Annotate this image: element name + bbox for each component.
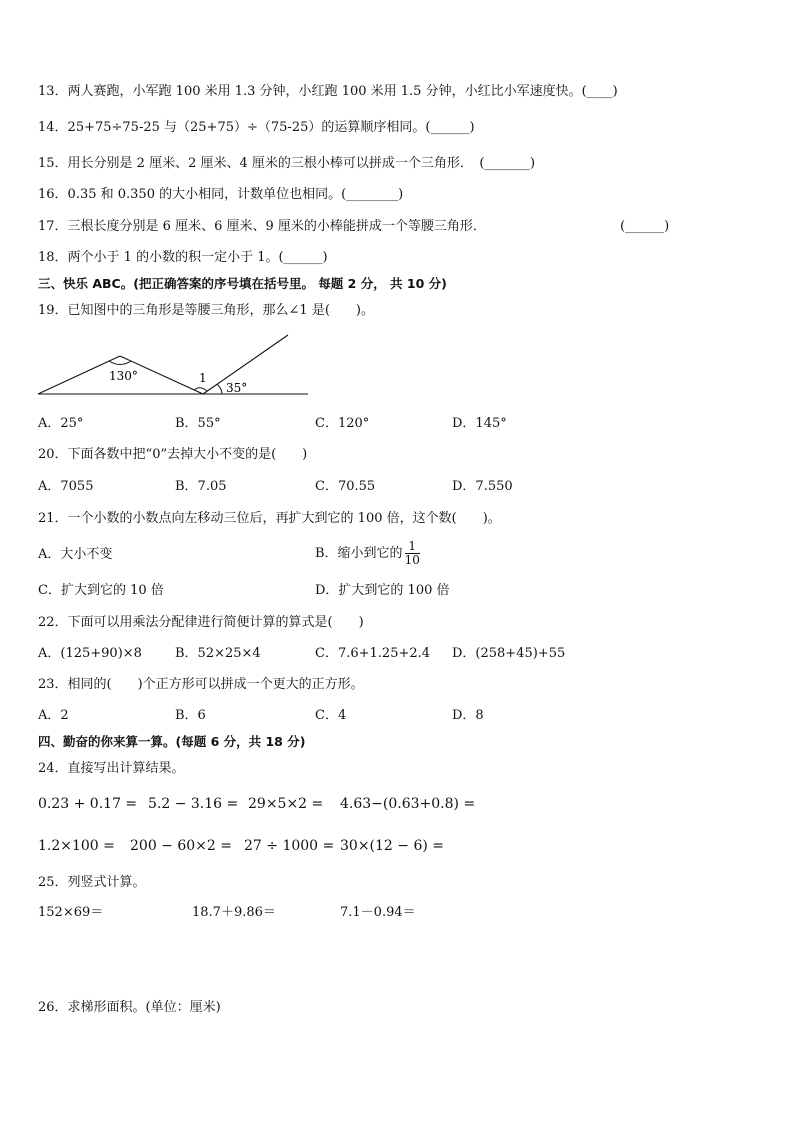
fraction — [405, 540, 420, 567]
q19: 19．已知图中的三角形是等腰三角形，那么∠1 是( )。 — [38, 303, 374, 318]
q20-option-b: B．7.05 — [175, 479, 227, 494]
q21-option-c: C．扩大到它的 10 倍 — [38, 583, 164, 598]
triangle-left-side — [38, 356, 120, 394]
angle35-arc — [217, 384, 222, 394]
apex-angle-arc — [109, 361, 131, 365]
q24: 24．直接写出计算结果。 — [38, 761, 185, 776]
q23-option-d: D．8 — [452, 708, 484, 723]
q22-option-c: C．7.6+1.25+2.4 — [315, 646, 431, 661]
q25-item3: 7.1－0.94＝ — [340, 905, 416, 920]
q22-option-b: B．52×25×4 — [175, 646, 261, 661]
q24-row2-item2: 200 − 60×2 = — [130, 838, 232, 854]
q24-row1-item2: 5.2 − 3.16 = — [148, 796, 239, 812]
q19-option-d: D．145° — [452, 416, 507, 431]
section3-heading: 三、快乐 ABC。(把正确答案的序号填在括号里。 每题 2 分， 共 10 分) — [38, 276, 447, 291]
q21-option-b — [315, 537, 420, 571]
q19-option-a: A．25° — [38, 416, 84, 431]
q22: 22．下面可以用乘法分配律进行简便计算的算式是( ) — [38, 615, 364, 630]
q18: 18．两个小于 1 的小数的积一定小于 1。(______) — [38, 250, 328, 265]
q20: 20．下面各数中把“0”去掉大小不变的是( ) — [38, 447, 308, 462]
q21-option-a: A．大小不变 — [38, 547, 113, 562]
q26: 26．求梯形面积。(单位：厘米) — [38, 1000, 221, 1015]
q24-row1-item3: 29×5×2 = — [248, 796, 324, 812]
q22-option-d: D．(258+45)+55 — [452, 646, 566, 661]
q23-option-c: C．4 — [315, 708, 347, 723]
q20-option-a: A．7055 — [38, 479, 94, 494]
angle1-label: 1 — [199, 371, 207, 385]
q19-option-c: C．120° — [315, 416, 370, 431]
q20-option-c: C．70.55 — [315, 479, 376, 494]
fraction-denominator: 10 — [404, 553, 420, 567]
fraction-numerator: 1 — [405, 540, 420, 554]
q24-row2-item1: 1.2×100 = — [38, 838, 115, 854]
q23-option-a: A．2 — [38, 708, 69, 723]
q19-figure — [36, 330, 316, 402]
q19-option-b: B．55° — [175, 416, 221, 431]
q21-option-b-text: B．缩小到它的 — [315, 546, 403, 561]
q14: 14．25+75÷75-25 与（25+75）÷（75-25）的运算顺序相同。(______) — [38, 120, 475, 135]
apex-angle-label: 130° — [109, 369, 138, 383]
section4-heading: 四、勤奋的你来算一算。(每题 6 分，共 18 分) — [38, 734, 306, 749]
q25-item1: 152×69＝ — [38, 905, 104, 920]
q20-option-d: D．7.550 — [452, 479, 513, 494]
q24-row1-item4: 4.63−(0.63+0.8) = — [340, 796, 476, 812]
q23-option-b: B．6 — [175, 708, 206, 723]
q21-option-d: D．扩大到它的 100 倍 — [315, 583, 450, 598]
q13: 13．两人赛跑，小军跑 100 米用 1.3 分钟，小红跑 100 米用 1.5 分钟，小红比小军速度快。(____) — [38, 84, 618, 99]
angle35-label: 35° — [226, 381, 248, 395]
q24-row2-item4: 30×(12 − 6) = — [340, 838, 445, 854]
q16: 16．0.35 和 0.350 的大小相同，计数单位也相同。(________) — [38, 187, 404, 202]
q24-row1-item1: 0.23 + 0.17 = — [38, 796, 138, 812]
q25-item2: 18.7＋9.86＝ — [192, 905, 276, 920]
q24-row2-item3: 27 ÷ 1000 = — [244, 838, 335, 854]
q21: 21．一个小数的小数点向左移动三位后，再扩大到它的 100 倍，这个数( )。 — [38, 511, 501, 526]
q17-blank: (______) — [620, 219, 670, 234]
q17: 17．三根长度分别是 6 厘米、6 厘米、9 厘米的小棒能拼成一个等腰三角形． — [38, 219, 486, 234]
q23: 23．相同的( )个正方形可以拼成一个更大的正方形。 — [38, 677, 364, 692]
q22-option-a: A．(125+90)×8 — [38, 646, 142, 661]
q15: 15．用长分别是 2 厘米、2 厘米、4 厘米的三根小棒可以拼成一个三角形． (_______) — [38, 156, 536, 171]
q25: 25．列竖式计算。 — [38, 875, 146, 890]
